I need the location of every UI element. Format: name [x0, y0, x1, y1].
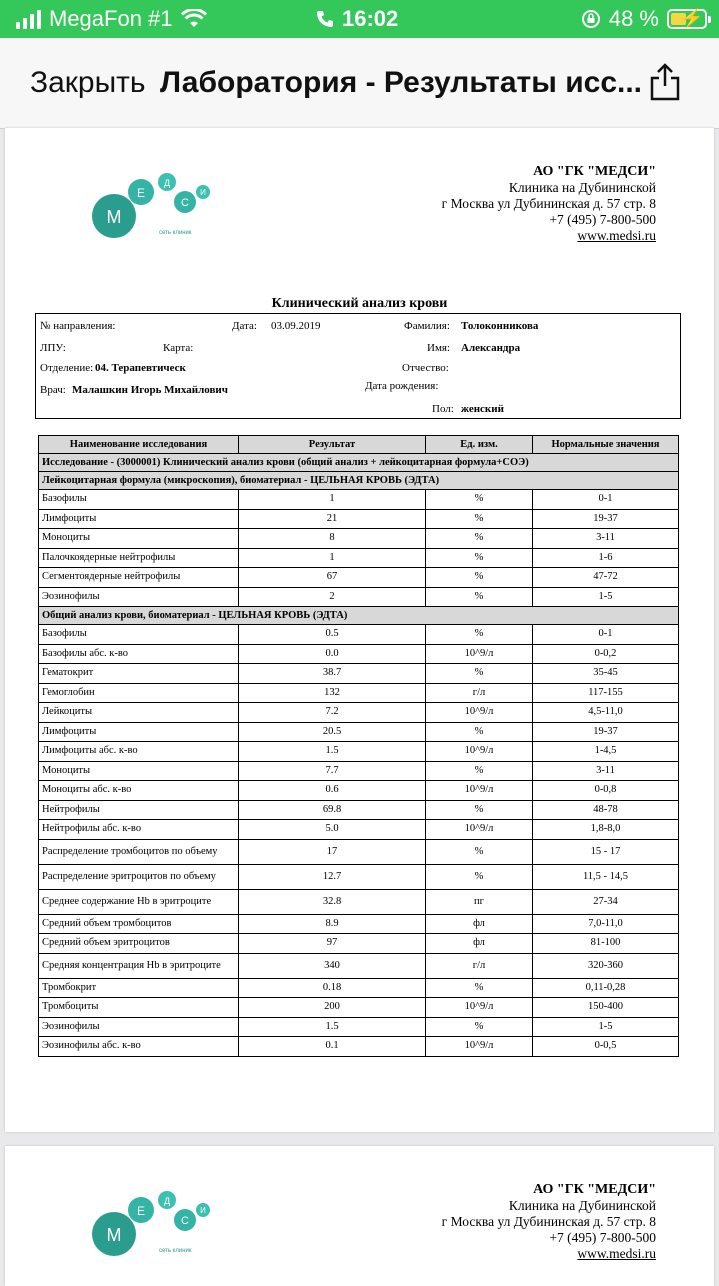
patronymic-label: Отчество:: [402, 362, 449, 374]
reference-cell: 7,0-11,0: [533, 914, 679, 934]
study-row: [39, 454, 679, 472]
unit-cell: г/л: [426, 683, 533, 703]
test-name-cell: Нейтрофилы: [39, 800, 239, 820]
table-row: [39, 587, 679, 607]
unit-cell: 10^9/л: [426, 703, 533, 723]
svg-text:И: И: [200, 188, 206, 197]
section-title: Общий анализ крови, биоматериал - ЦЕЛЬНАЯ КРОВЬ (ЭДТА): [39, 607, 679, 625]
svg-text:М: М: [106, 1225, 122, 1245]
table-row: [39, 664, 679, 684]
reference-cell: 19-37: [533, 722, 679, 742]
document-page-1: [5, 128, 714, 1132]
reference-cell: 11,5 - 14,5: [533, 864, 679, 889]
table-row: [39, 529, 679, 549]
result-cell: 38.7: [239, 664, 426, 684]
table-header-row: [39, 436, 679, 454]
doctor-label: Врач:: [40, 384, 66, 396]
reference-cell: 47-72: [533, 568, 679, 588]
medsi-logo: [89, 168, 219, 248]
reference-cell: 3-11: [533, 761, 679, 781]
reference-cell: 1,8-8,0: [533, 820, 679, 840]
unit-cell: пг: [426, 889, 533, 914]
result-cell: 0.1: [239, 1037, 426, 1057]
study-title: Исследование - (3000001) Клинический анализ крови (общий анализ + лейкоцитарная формула+СОЭ): [39, 454, 679, 472]
dob-label: Дата рождения:: [365, 380, 439, 392]
unit-cell: %: [426, 722, 533, 742]
document-title: Клинический анализ крови: [271, 296, 448, 311]
test-name-cell: Эозинофилы абс. к-во: [39, 1037, 239, 1057]
dept-label: Отделение:: [40, 362, 94, 374]
test-name-cell: Эозинофилы: [39, 1017, 239, 1037]
table-row: [39, 761, 679, 781]
table-row: [39, 800, 679, 820]
test-name-cell: Гемоглобин: [39, 683, 239, 703]
status-right: [581, 6, 707, 32]
svg-text:Д: Д: [163, 1196, 171, 1206]
column-header: Нормальные значения: [533, 436, 679, 454]
clinic-address: г Москва ул Дубининская д. 57 стр. 8: [441, 1214, 656, 1229]
test-name-cell: Средний объем эритроцитов: [39, 934, 239, 954]
test-name-cell: Средний объем тромбоцитов: [39, 914, 239, 934]
reference-cell: 0,11-0,28: [533, 978, 679, 998]
reference-cell: 117-155: [533, 683, 679, 703]
clinic-website-link[interactable]: www.medsi.ru: [577, 228, 656, 243]
surname-label: Фамилия:: [404, 320, 450, 332]
clinic-address: г Москва ул Дубининская д. 57 стр. 8: [441, 196, 656, 211]
unit-cell: %: [426, 587, 533, 607]
table-row: [39, 703, 679, 723]
column-header: Результат: [239, 436, 426, 454]
result-cell: 8.9: [239, 914, 426, 934]
page-title: Лаборатория - Результаты исс...: [160, 66, 643, 99]
status-bar: [0, 0, 719, 38]
section-title: Лейкоцитарная формула (микроскопия), биоматериал - ЦЕЛЬНАЯ КРОВЬ (ЭДТА): [39, 472, 679, 490]
table-row: [39, 914, 679, 934]
result-cell: 1.5: [239, 742, 426, 762]
table-row: [39, 568, 679, 588]
table-row: [39, 934, 679, 954]
result-cell: 21: [239, 509, 426, 529]
unit-cell: %: [426, 800, 533, 820]
result-cell: 69.8: [239, 800, 426, 820]
result-cell: 1: [239, 548, 426, 568]
reference-cell: 320-360: [533, 953, 679, 978]
result-cell: 0.6: [239, 781, 426, 801]
test-name-cell: Моноциты: [39, 761, 239, 781]
logo-tagline: сеть клиник: [159, 230, 192, 236]
lpu-label: ЛПУ:: [40, 342, 66, 354]
reference-cell: 1-6: [533, 548, 679, 568]
table-row: [39, 742, 679, 762]
unit-cell: г/л: [426, 953, 533, 978]
close-button[interactable]: Закрыть: [30, 66, 146, 99]
unit-cell: %: [426, 529, 533, 549]
table-row: [39, 509, 679, 529]
orientation-lock-icon: [581, 9, 601, 29]
status-left: [16, 6, 207, 32]
reference-cell: 0-1: [533, 625, 679, 645]
test-name-cell: Базофилы абс. к-во: [39, 644, 239, 664]
phone-icon: [316, 10, 334, 28]
test-name-cell: Лейкоциты: [39, 703, 239, 723]
table-row: [39, 1017, 679, 1037]
unit-cell: %: [426, 664, 533, 684]
unit-cell: 10^9/л: [426, 1037, 533, 1057]
result-cell: 0.0: [239, 644, 426, 664]
name-label: Имя:: [427, 342, 451, 354]
svg-text:С: С: [181, 197, 189, 209]
result-cell: 5.0: [239, 820, 426, 840]
unit-cell: 10^9/л: [426, 998, 533, 1018]
table-row: [39, 889, 679, 914]
battery-icon: [667, 9, 707, 29]
surname-value: Толоконникова: [461, 320, 539, 332]
result-cell: 0.5: [239, 625, 426, 645]
table-row: [39, 722, 679, 742]
test-name-cell: Распределение эритроцитов по объему: [39, 864, 239, 889]
clinic-phone: +7 (495) 7-800-500: [549, 212, 656, 227]
test-name-cell: Базофилы: [39, 490, 239, 510]
unit-cell: %: [426, 761, 533, 781]
table-row: [39, 998, 679, 1018]
unit-cell: %: [426, 548, 533, 568]
reference-cell: 0-0,5: [533, 1037, 679, 1057]
test-name-cell: Эозинофилы: [39, 587, 239, 607]
unit-cell: 10^9/л: [426, 781, 533, 801]
clinic-website-link[interactable]: www.medsi.ru: [577, 1246, 656, 1261]
card-label: Карта:: [163, 342, 194, 354]
status-center: [316, 6, 398, 32]
clinic-name: Клиника на Дубининской: [508, 1198, 656, 1213]
dept-value: 04. Терапевтическ: [95, 362, 186, 374]
unit-cell: %: [426, 1017, 533, 1037]
table-row: [39, 978, 679, 998]
document-page-2: [5, 1146, 714, 1286]
test-name-cell: Лимфоциты: [39, 509, 239, 529]
test-name-cell: Распределение тромбоцитов по объему: [39, 839, 239, 864]
reference-cell: 35-45: [533, 664, 679, 684]
test-name-cell: Лимфоциты: [39, 722, 239, 742]
sex-label: Пол:: [432, 403, 454, 415]
referral-label: № направления:: [40, 320, 116, 332]
unit-cell: %: [426, 509, 533, 529]
unit-cell: фл: [426, 934, 533, 954]
reference-cell: 3-11: [533, 529, 679, 549]
unit-cell: 10^9/л: [426, 820, 533, 840]
test-name-cell: Палочкоядерные нейтрофилы: [39, 548, 239, 568]
test-name-cell: Моноциты: [39, 529, 239, 549]
test-name-cell: Базофилы: [39, 625, 239, 645]
table-row: [39, 490, 679, 510]
unit-cell: %: [426, 864, 533, 889]
reference-cell: 15 - 17: [533, 839, 679, 864]
column-header: Наименование исследования: [39, 436, 239, 454]
table-row: [39, 820, 679, 840]
clinic-phone: +7 (495) 7-800-500: [549, 1230, 656, 1245]
organization-info: [442, 1182, 656, 1262]
table-row: [39, 953, 679, 978]
reference-cell: 0-0,8: [533, 781, 679, 801]
svg-text:Е: Е: [136, 1204, 146, 1218]
test-name-cell: Нейтрофилы абс. к-во: [39, 820, 239, 840]
result-cell: 340: [239, 953, 426, 978]
date-value: 03.09.2019: [271, 320, 321, 332]
result-cell: 0.18: [239, 978, 426, 998]
navigation-bar: [0, 38, 719, 129]
reference-cell: 0-1: [533, 490, 679, 510]
reference-cell: 1-5: [533, 1017, 679, 1037]
unit-cell: %: [426, 839, 533, 864]
org-name: АО "ГК "МЕДСИ": [533, 1182, 656, 1197]
test-name-cell: Тромбокрит: [39, 978, 239, 998]
reference-cell: 19-37: [533, 509, 679, 529]
svg-text:С: С: [181, 1215, 189, 1227]
test-name-cell: Средняя концентрация Hb в эритроците: [39, 953, 239, 978]
svg-text:Е: Е: [136, 186, 146, 200]
charging-icon: ⚡: [681, 8, 704, 28]
result-cell: 97: [239, 934, 426, 954]
result-cell: 20.5: [239, 722, 426, 742]
doctor-value: Малашкин Игорь Михайлович: [72, 384, 228, 396]
reference-cell: 1-5: [533, 587, 679, 607]
reference-cell: 27-34: [533, 889, 679, 914]
test-name-cell: Гематокрит: [39, 664, 239, 684]
reference-cell: 81-100: [533, 934, 679, 954]
table-row: [39, 1037, 679, 1057]
result-cell: 7.2: [239, 703, 426, 723]
clock: 16:02: [342, 6, 399, 31]
result-cell: 67: [239, 568, 426, 588]
unit-cell: %: [426, 978, 533, 998]
result-cell: 1: [239, 490, 426, 510]
reference-cell: 1-4,5: [533, 742, 679, 762]
section-row: [39, 472, 679, 490]
test-name-cell: Сегментоядерные нейтрофилы: [39, 568, 239, 588]
carrier-name: MegaFon #1: [49, 6, 173, 31]
wifi-icon: [181, 9, 207, 29]
unit-cell: 10^9/л: [426, 742, 533, 762]
reference-cell: 48-78: [533, 800, 679, 820]
unit-cell: %: [426, 625, 533, 645]
unit-cell: 10^9/л: [426, 644, 533, 664]
test-name-cell: Тромбоциты: [39, 998, 239, 1018]
unit-cell: %: [426, 490, 533, 510]
test-name-cell: Моноциты абс. к-во: [39, 781, 239, 801]
column-header: Ед. изм.: [426, 436, 533, 454]
table-row: [39, 683, 679, 703]
share-icon[interactable]: [648, 62, 682, 102]
result-cell: 7.7: [239, 761, 426, 781]
result-cell: 132: [239, 683, 426, 703]
patient-info-box: [35, 313, 681, 419]
reference-cell: 0-0,2: [533, 644, 679, 664]
table-row: [39, 781, 679, 801]
test-name-cell: Лимфоциты абс. к-во: [39, 742, 239, 762]
svg-text:М: М: [106, 207, 122, 227]
result-cell: 32.8: [239, 889, 426, 914]
result-cell: 1.5: [239, 1017, 426, 1037]
svg-text:И: И: [200, 1206, 206, 1215]
result-cell: 12.7: [239, 864, 426, 889]
logo-tagline: сеть клиник: [159, 1248, 192, 1254]
table-row: [39, 864, 679, 889]
table-row: [39, 839, 679, 864]
clinic-name: Клиника на Дубининской: [508, 180, 656, 195]
organization-info: [442, 164, 656, 244]
section-row: [39, 607, 679, 625]
signal-icon: [16, 9, 41, 29]
unit-cell: фл: [426, 914, 533, 934]
svg-text:Д: Д: [163, 178, 171, 188]
battery-percent: 48 %: [608, 6, 659, 31]
result-cell: 2: [239, 587, 426, 607]
table-row: [39, 625, 679, 645]
reference-cell: 150-400: [533, 998, 679, 1018]
result-cell: 17: [239, 839, 426, 864]
reference-cell: 4,5-11,0: [533, 703, 679, 723]
table-row: [39, 548, 679, 568]
result-cell: 200: [239, 998, 426, 1018]
name-value: Александра: [461, 342, 521, 354]
result-cell: 8: [239, 529, 426, 549]
table-row: [39, 644, 679, 664]
org-name: АО "ГК "МЕДСИ": [533, 164, 656, 179]
unit-cell: %: [426, 568, 533, 588]
date-label: Дата:: [232, 320, 257, 332]
results-table: [38, 435, 679, 1057]
test-name-cell: Среднее содержание Hb в эритроците: [39, 889, 239, 914]
medsi-logo: [89, 1186, 219, 1266]
sex-value: женский: [461, 403, 504, 415]
